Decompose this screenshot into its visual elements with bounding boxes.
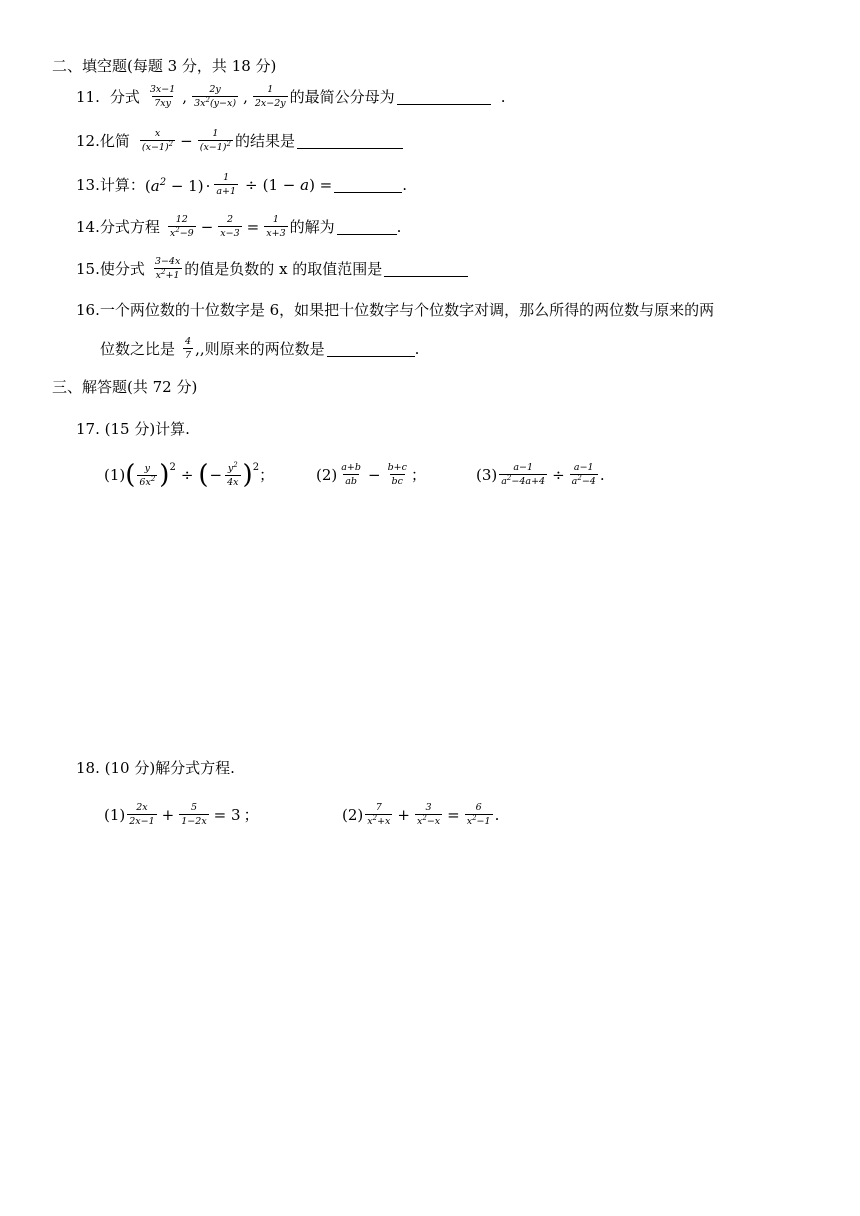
answer-blank [397, 88, 491, 105]
question-suffix: 的最简公分母为 [289, 87, 395, 106]
question-18-part-2: (2) $\frac{7}{x^2+x}$ + $\frac{3}{x^2-x}$ = $\frac{6}{x^2-1}$ . [342, 802, 500, 827]
fraction: $\frac{12}{x^2-9}$ [169, 214, 194, 239]
question-suffix: 的解为 [289, 217, 335, 236]
fraction: $\frac{a-1}{a^2-4a+4}$ [501, 462, 546, 487]
question-13: 13. 计算： $(a^2 - 1)$ · $\frac{1}{a+1}$ ÷ (1 − a) = . [76, 172, 408, 197]
fraction: $\frac{1}{x+3}$ [266, 214, 286, 239]
question-12: 12. 化简 $\frac{x}{(x-1)^2}$ − $\frac{1}{(x-1)^2}$ 的结果是 [76, 128, 403, 153]
fraction: $\frac{6}{x^2-1}$ [466, 802, 491, 827]
answer-blank [334, 176, 402, 193]
answer-blank [327, 340, 415, 357]
fraction: $\frac{7}{x^2+x}$ [367, 802, 391, 827]
fraction: $\frac{1}{a+1}$ [216, 172, 237, 197]
section-2-title: 二、填空题(每题 3 分，共 18 分) [52, 57, 277, 75]
question-11: 11. 分式 $\frac{3x-1}{7xy}$ , $\frac{2y}{3x^2(y-x)}$ , $\frac{1}{2x-2y}$ 的最简公分母为 . [76, 84, 506, 109]
fraction: $\frac{2y}{3x^2(y-x)}$ [194, 84, 237, 109]
fraction: $\frac{x}{(x-1)^2}$ [141, 128, 174, 153]
fraction: $\frac{b+c}{bc}$ [387, 462, 407, 487]
question-17-part-1: (1) ( $\frac{y}{6x^2}$ ) 2 ÷ ( − $\frac{y^2}{4x}$ ) 2 ； [104, 460, 275, 490]
question-17-part-3: (3) $\frac{a-1}{a^2-4a+4}$ ÷ $\frac{a-1}{a^2-4}$ . [476, 462, 605, 487]
math-expression: ÷ (1 − a) = [245, 175, 333, 194]
fraction: $\frac{y^2}{4x}$ [227, 460, 239, 488]
answer-blank [297, 132, 403, 149]
fraction: $\frac{1}{2x-2y}$ [254, 84, 286, 109]
fraction: $\frac{3x-1}{7xy}$ [149, 84, 176, 109]
math-expression: $(a^2 - 1)$ · [144, 177, 211, 195]
question-number: 16. [76, 301, 100, 319]
section-3-title: 三、解答题(共 72 分) [52, 378, 198, 396]
answer-blank [384, 260, 468, 277]
fraction: $\frac{a-1}{a^2-4}$ [571, 462, 596, 487]
question-suffix: 的值是负数的 x 的取值范围是 [184, 259, 383, 278]
fraction: $\frac{5}{1-2x}$ [181, 802, 207, 827]
fraction: $\frac{1}{(x-1)^2}$ [199, 128, 231, 153]
fraction: $\frac{y}{6x^2}$ [139, 462, 156, 488]
question-prefix: 分式 [109, 87, 140, 106]
fraction: $\frac{3-4x}{x^2+1}$ [154, 256, 181, 281]
question-17-part-2: (2) $\frac{a+b}{ab}$ − $\frac{b+c}{bc}$ ； [316, 462, 426, 487]
fraction: $\frac{2x}{2x-1}$ [129, 802, 155, 827]
fraction: $\frac{a+b}{ab}$ [341, 462, 361, 487]
answer-blank [337, 218, 397, 235]
question-prefix: 计算： [99, 175, 145, 194]
question-17-heading: 17. (15 分)计算. [76, 420, 190, 438]
question-number: 15. [76, 259, 100, 278]
question-prefix: 使分式 [99, 259, 145, 278]
question-18-heading: 18. (10 分)解分式方程. [76, 759, 235, 777]
question-15 [76, 256, 468, 281]
question-prefix: 分式方程 [99, 217, 160, 236]
question-16-line-1: 16. 一个两位数的十位数字是 6，如果把十位数字与个位数字对调，那么所得的两位数与原来的两 [76, 301, 715, 319]
fraction: $\frac{4}{7}$ [185, 336, 192, 361]
question-suffix: 的结果是 [234, 131, 295, 150]
question-16-line-2: 位数之比是 $\frac{4}{7}$ , ,则原来的两位数是 . [100, 336, 420, 361]
question-prefix: 化简 [99, 131, 130, 150]
question-number: 13. [76, 175, 100, 194]
fraction: $\frac{3}{x^2-x}$ [416, 802, 441, 827]
question-14: 14. 分式方程 $\frac{12}{x^2-9}$ − $\frac{2}{x-3}$ = $\frac{1}{x+3}$ 的解为 . [76, 214, 402, 239]
question-18-part-1: (1) $\frac{2x}{2x-1}$ + $\frac{5}{1-2x}$ = 3 ； [104, 802, 259, 827]
question-number: 11. [76, 87, 100, 106]
question-number: 14. [76, 217, 100, 236]
fraction: $\frac{2}{x-3}$ [220, 214, 240, 239]
question-number: 12. [76, 131, 100, 150]
